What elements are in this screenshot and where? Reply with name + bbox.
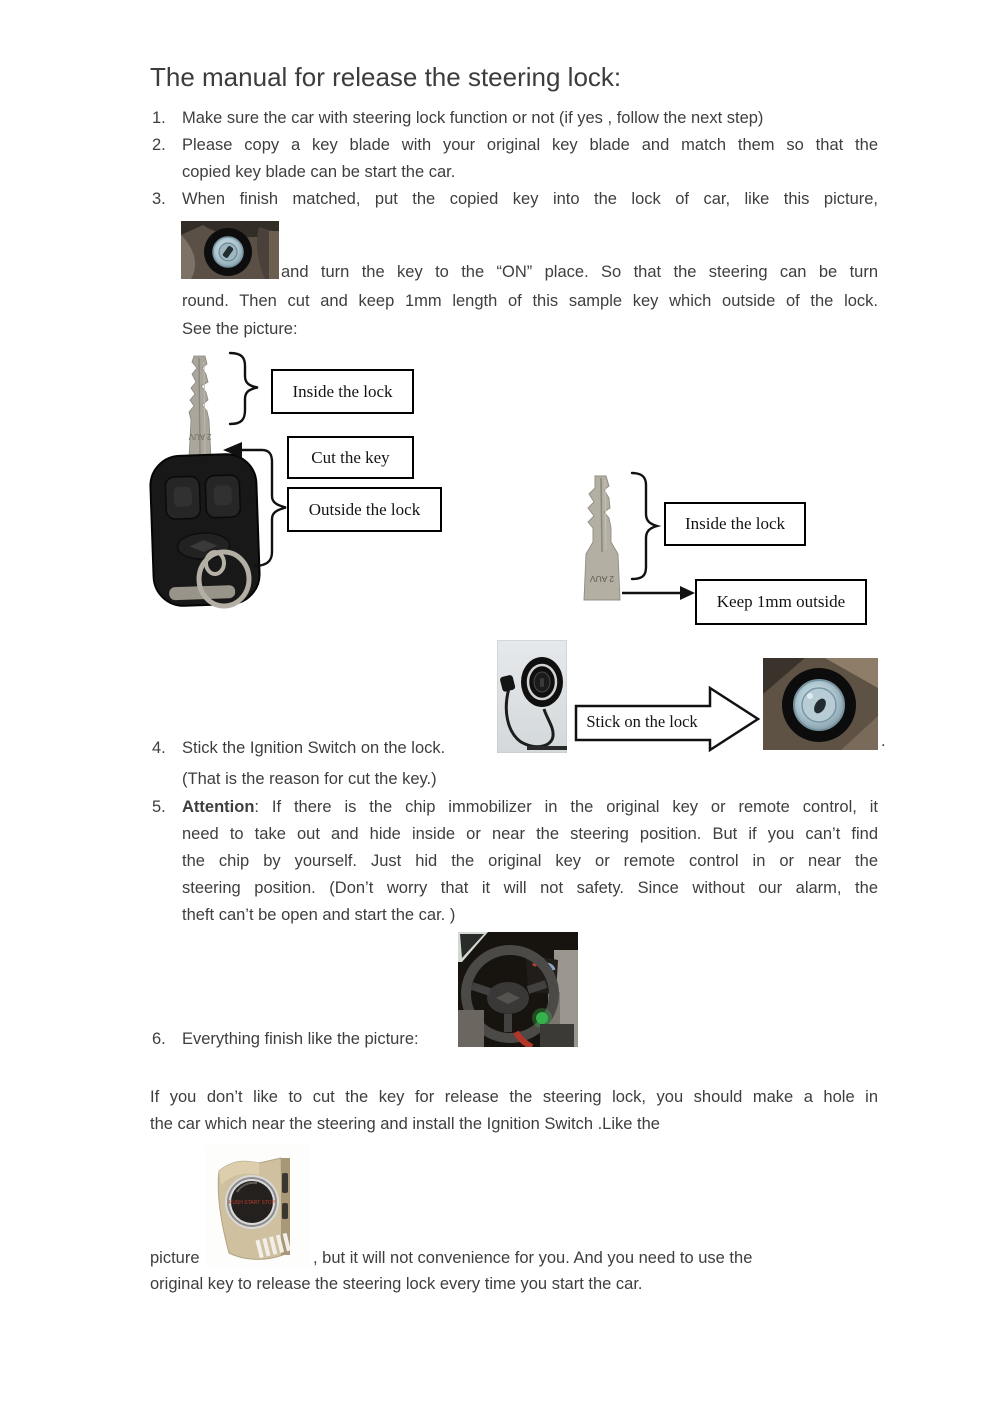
step4-note: (That is the reason for cut the key.) [182, 770, 437, 788]
stick-on-lock-label-text: Stick on the lock [586, 712, 698, 731]
step4-text: Stick the Ignition Switch on the lock. [182, 739, 446, 757]
step1-number: 1. [152, 109, 166, 127]
step6-text: Everything finish like the picture: [182, 1030, 419, 1048]
step5-line4: steering position. (Don’t worry that it will not safety. Since without our alarm, the [182, 879, 878, 897]
closing-line2: the car which near the steering and install the Ignition Switch .Like the [150, 1115, 660, 1133]
step3-line2: and turn the key to the “ON” place. So that the steering can be turn [281, 263, 878, 281]
step2-number: 2. [152, 136, 166, 154]
label-inside-lock-1-text: Inside the lock [292, 381, 393, 401]
cut-key-arrow-and-outside-brace [218, 440, 296, 575]
key-stamp-text: 2 AUV [188, 432, 212, 441]
key-stamp-text-2: 2 AUV [589, 574, 615, 584]
label-inside-lock-2-text: Inside the lock [684, 514, 786, 533]
label-cut-key-text: Cut the key [311, 447, 390, 467]
step2-line1: Please copy a key blade with your original key blade and match them so that the [182, 136, 878, 154]
push-button-label: PUSH START STOP [228, 1200, 276, 1206]
step5-number: 5. [152, 798, 166, 816]
closing-line1: If you don’t like to cut the key for release the steering lock, you should make a hole in [150, 1088, 878, 1106]
step5-line3: the chip by yourself. Just hid the original key or remote control in or near the [182, 852, 878, 870]
step5-line1 [182, 797, 878, 818]
closing-line3-pre: picture [150, 1249, 200, 1267]
step3-line3: round. Then cut and keep 1mm length of this sample key which outside of the lock. [182, 292, 878, 310]
brace-inside-lock-right [626, 470, 662, 584]
step3-number: 3. [152, 190, 166, 208]
ignition-lock-photo-small [181, 221, 279, 279]
step5-line5: theft can’t be open and start the car. ) [182, 906, 456, 924]
label-outside-lock-text: Outside the lock [308, 499, 421, 519]
label-inside-lock-1 [271, 369, 414, 414]
label-keep-1mm [695, 579, 867, 625]
label-keep-1mm-text: Keep 1mm outside [716, 592, 846, 611]
page-title: The manual for release the steering lock: [150, 62, 622, 92]
step5-line1-rest: : If there is the chip immobilizer in the original key or remote control, it [254, 798, 878, 816]
step1-text: Make sure the car with steering lock function or not (if yes , follow the next step) [182, 109, 764, 127]
step4-number: 4. [152, 739, 166, 757]
closing-line3-post: , but it will not convenience for you. And you need to use the [313, 1249, 753, 1267]
label-inside-lock-2 [664, 502, 806, 546]
keep-1mm-arrow [618, 584, 698, 602]
step3-line1: When finish matched, put the copied key into the lock of car, like this picture, [182, 190, 878, 208]
step4-trailing-period: . [881, 732, 886, 750]
step2-line2: copied key blade can be start the car. [182, 163, 456, 181]
push-start-panel-photo [205, 1145, 310, 1267]
brace-inside-lock-left [222, 350, 266, 428]
stick-on-lock-label [576, 708, 708, 736]
label-cut-key [287, 436, 414, 479]
closing-line4: original key to release the steering lock every time you start the car. [150, 1275, 643, 1293]
ignition-switch-photo [497, 640, 567, 753]
ignition-lock-photo-large [763, 658, 878, 750]
step5-attention-bold: Attention [182, 798, 255, 816]
label-outside-lock [287, 487, 442, 532]
step6-number: 6. [152, 1030, 166, 1048]
step5-line2: need to take out and hide inside or near the steering position. But if you can’t find [182, 825, 878, 843]
step3-line4: See the picture: [182, 320, 298, 338]
steering-wheel-photo [458, 932, 578, 1047]
